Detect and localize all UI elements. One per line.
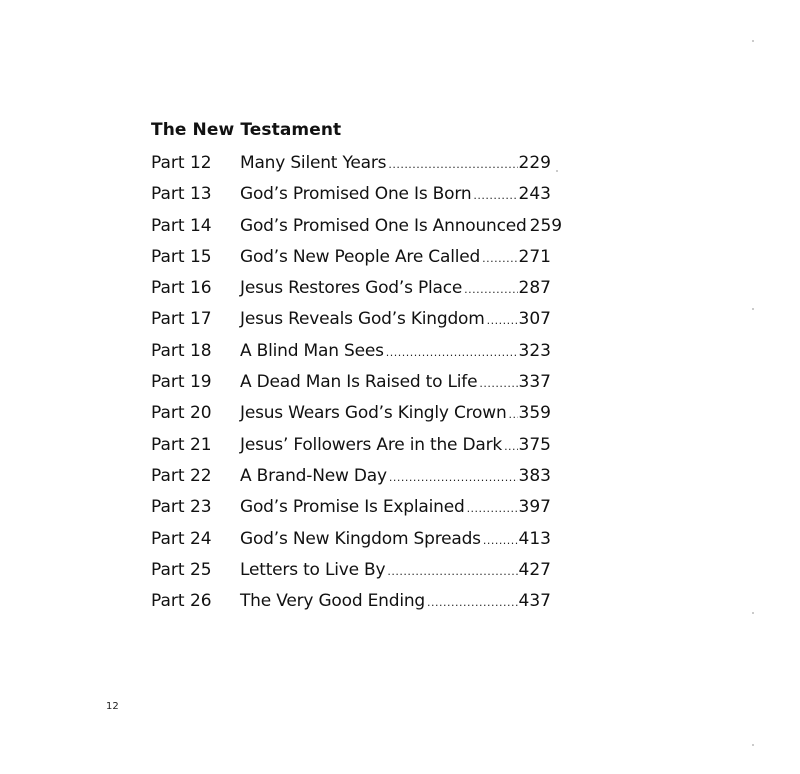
toc-page-number: 397 <box>518 497 551 518</box>
toc-entry-title: Many Silent Years <box>240 153 387 173</box>
toc-part-label: Part 26 <box>151 591 212 612</box>
toc-part-label: Part 23 <box>151 497 212 518</box>
toc-part-label: Part 20 <box>151 403 212 424</box>
page-number: 12 <box>106 701 119 712</box>
toc-entry-title: A Blind Man Sees <box>240 340 384 361</box>
toc-page-number: 413 <box>518 528 551 549</box>
dot-leader <box>473 180 517 211</box>
toc-entry-title: God’s Promised One Is Announced <box>240 215 527 236</box>
toc-entry-title: God’s New People Are Called <box>240 246 481 267</box>
toc-entry <box>240 430 551 462</box>
dot-leader <box>479 368 517 399</box>
toc-page-number: 271 <box>518 246 551 267</box>
dot-leader <box>388 149 517 180</box>
toc-entry-title: The Very Good Ending <box>240 591 426 612</box>
toc-entry-title: God’s Promised One Is Born <box>240 184 472 205</box>
toc-page-number: 259 <box>529 215 563 236</box>
section-title: The New Testament <box>151 120 342 140</box>
toc-part-label: Part 12 <box>151 153 212 173</box>
dot-leader <box>389 462 518 493</box>
toc-row <box>151 461 551 492</box>
dot-leader <box>467 493 518 524</box>
toc-entry <box>240 555 551 587</box>
toc-entry <box>240 242 551 274</box>
toc-row <box>151 586 551 617</box>
toc-entry <box>240 179 551 211</box>
toc-part-label: Part 17 <box>151 309 212 330</box>
toc-entry <box>240 461 551 493</box>
toc-row <box>151 430 551 461</box>
toc-part-label: Part 21 <box>151 434 212 455</box>
toc-page-number: 437 <box>518 591 551 612</box>
scan-speck <box>556 170 558 172</box>
toc-row <box>151 367 551 398</box>
scan-speck <box>752 612 754 614</box>
toc-part-label: Part 14 <box>151 215 212 236</box>
toc-entry-title: A Dead Man Is Raised to Life <box>240 372 478 393</box>
toc-page-number: 287 <box>518 278 551 299</box>
dot-leader <box>487 305 518 336</box>
toc-entry-title: Jesus Reveals God’s Kingdom <box>240 309 485 330</box>
toc-entry <box>240 586 551 618</box>
toc-entry-title: Jesus Wears God’s Kingly Crown <box>240 403 507 424</box>
toc-entry <box>240 336 551 368</box>
toc-entry-title: Jesus’ Followers Are in the Dark <box>240 434 503 455</box>
scan-speck <box>752 40 754 42</box>
toc-part-label: Part 22 <box>151 465 212 486</box>
toc-row <box>151 304 551 335</box>
toc-page-number: 307 <box>518 309 551 330</box>
toc-entry-title: A Brand-New Day <box>240 465 387 486</box>
toc-entry-title: Letters to Live By <box>240 559 386 580</box>
dot-leader <box>464 274 517 305</box>
toc-row <box>151 273 551 304</box>
toc-page-number: 323 <box>518 340 551 361</box>
scan-speck <box>752 308 754 310</box>
toc-entry <box>240 524 551 556</box>
dot-leader <box>386 337 518 368</box>
dot-leader <box>509 399 518 430</box>
toc-row <box>151 179 551 210</box>
toc-entry <box>240 273 551 305</box>
toc-page-number: 375 <box>518 434 551 455</box>
toc-page-number: 337 <box>518 372 551 393</box>
dot-leader <box>427 587 518 618</box>
toc-row <box>151 242 551 273</box>
toc-entry-title: God’s New Kingdom Spreads <box>240 528 481 549</box>
toc-entry-title: God’s Promise Is Explained <box>240 497 465 518</box>
toc-page-number: 383 <box>518 465 551 486</box>
toc-part-label: Part 13 <box>151 184 212 205</box>
toc-row <box>151 398 551 429</box>
toc-page-number: 359 <box>518 403 551 424</box>
dot-leader <box>483 525 518 556</box>
toc-page-number: 243 <box>518 184 551 205</box>
toc-page-number: 427 <box>518 559 551 580</box>
toc-part-label: Part 25 <box>151 559 212 580</box>
toc-entry <box>240 211 563 243</box>
toc-row <box>151 336 551 367</box>
toc-entry <box>240 492 551 524</box>
toc-row <box>151 492 551 523</box>
dot-leader <box>387 556 517 587</box>
toc-part-label: Part 19 <box>151 372 212 393</box>
toc-row <box>151 524 551 555</box>
toc-entry <box>240 148 551 180</box>
dot-leader <box>504 431 517 462</box>
toc-entry <box>240 367 551 399</box>
toc-part-label: Part 18 <box>151 340 212 361</box>
toc-entry <box>240 304 551 336</box>
toc-row <box>151 555 551 586</box>
toc-row <box>151 148 551 179</box>
toc-part-label: Part 16 <box>151 278 212 299</box>
scan-speck <box>752 744 754 746</box>
toc-row <box>151 211 563 242</box>
toc-entry <box>240 398 551 430</box>
toc-entry-title: Jesus Restores God’s Place <box>240 278 463 299</box>
dot-leader <box>482 243 517 274</box>
toc-part-label: Part 24 <box>151 528 212 549</box>
toc-part-label: Part 15 <box>151 246 212 267</box>
table-of-contents <box>151 148 563 617</box>
toc-page-number: 229 <box>518 153 551 173</box>
